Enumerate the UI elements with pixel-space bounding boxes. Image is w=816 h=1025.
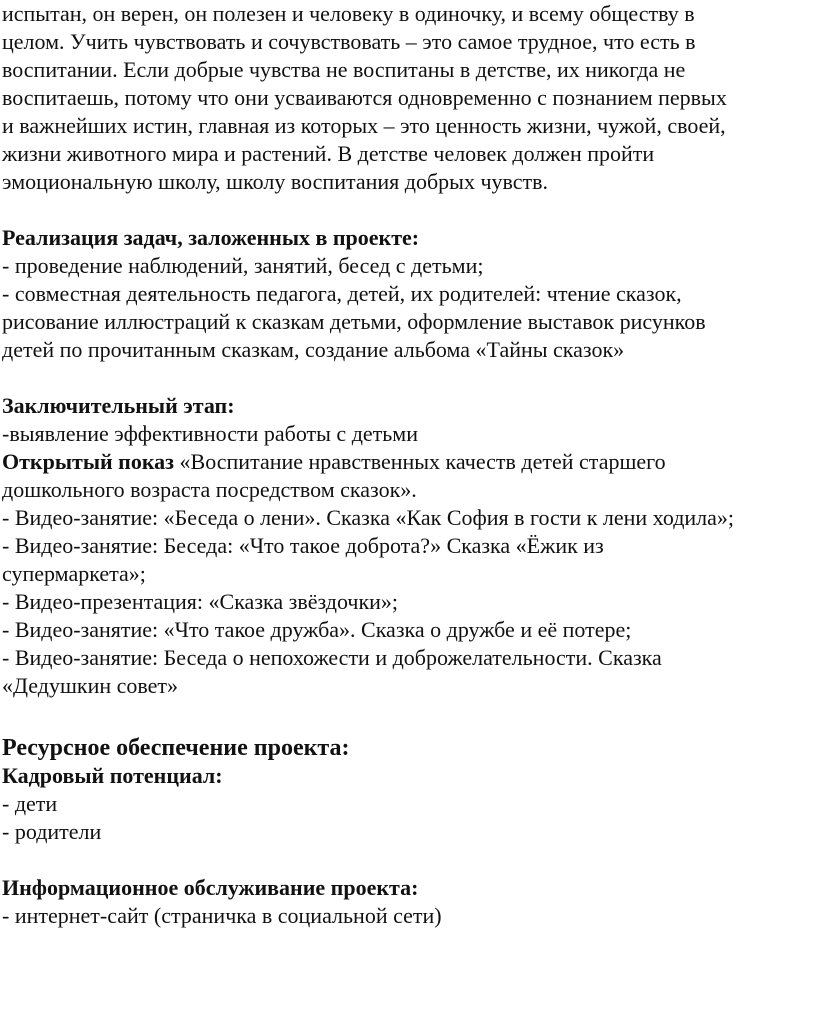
- list-item: - Видео-занятие: Беседа: «Что такое доброта?» Сказка «Ёжик из: [2, 533, 604, 558]
- list-item: «Дедушкин совет»: [2, 673, 179, 698]
- list-item: супермаркета»;: [2, 561, 146, 586]
- implementation-section: [2, 224, 816, 364]
- text-line: и важнейших истин, главная из которых – это ценность жизни, чужой, своей,: [2, 113, 726, 138]
- list-item: - дети: [2, 791, 58, 816]
- spacer: [2, 846, 816, 874]
- list-item: - интернет-сайт (страничка в социальной сети): [2, 903, 442, 928]
- text-line: воспитании. Если добрые чувства не воспитаны в детстве, их никогда не: [2, 57, 686, 82]
- spacer: [2, 700, 816, 734]
- text-line: дошкольного возраста посредством сказок».: [2, 477, 417, 502]
- spacer: [2, 196, 816, 224]
- text-line: рисование иллюстраций к сказкам детьми, оформление выставок рисунков: [2, 309, 706, 334]
- text-line: жизни животного мира и растений. В детстве человек должен пройти: [2, 141, 655, 166]
- text-line: - проведение наблюдений, занятий, бесед с детьми;: [2, 253, 484, 278]
- open-show-line: [2, 448, 816, 476]
- list-item: - Видео-занятие: «Что такое дружба». Сказка о дружбе и её потере;: [2, 617, 632, 642]
- list-item: - Видео-презентация: «Сказка звёздочки»;: [2, 589, 399, 614]
- text-line: -выявление эффективности работы с детьми: [2, 421, 419, 446]
- text-line: испытан, он верен, он полезен и человеку в одиночку, и всему обществу в: [2, 1, 695, 26]
- final-stage-section: [2, 392, 816, 700]
- final-stage-heading: Заключительный этап:: [2, 393, 235, 418]
- text-line: воспитаешь, потому что они усваиваются одновременно с познанием первых: [2, 85, 727, 110]
- implementation-heading: Реализация задач, заложенных в проекте:: [2, 225, 420, 250]
- open-show-text: «Воспитание нравственных качеств детей старшего: [174, 449, 666, 474]
- intro-paragraph: [2, 0, 816, 196]
- info-heading: Информационное обслуживание проекта:: [2, 875, 419, 900]
- text-line: эмоциональную школу, школу воспитания добрых чувств.: [2, 169, 549, 194]
- resources-heading: Ресурсное обеспечение проекта:: [2, 735, 350, 761]
- list-item: - Видео-занятие: «Беседа о лени». Сказка «Как София в гости к лени ходила»;: [2, 505, 735, 530]
- spacer: [2, 364, 816, 392]
- resources-section: [2, 734, 816, 930]
- text-line: - совместная деятельность педагога, детей, их родителей: чтение сказок,: [2, 281, 682, 306]
- text-line: целом. Учить чувствовать и сочувствовать – это самое трудное, что есть в: [2, 29, 696, 54]
- list-item: - родители: [2, 819, 102, 844]
- open-show-label: Открытый показ: [2, 449, 175, 474]
- staff-heading: Кадровый потенциал:: [2, 763, 223, 788]
- text-line: детей по прочитанным сказкам, создание альбома «Тайны сказок»: [2, 337, 625, 362]
- list-item: - Видео-занятие: Беседа о непохожести и доброжелательности. Сказка: [2, 645, 662, 670]
- document-page: [2, 0, 816, 930]
